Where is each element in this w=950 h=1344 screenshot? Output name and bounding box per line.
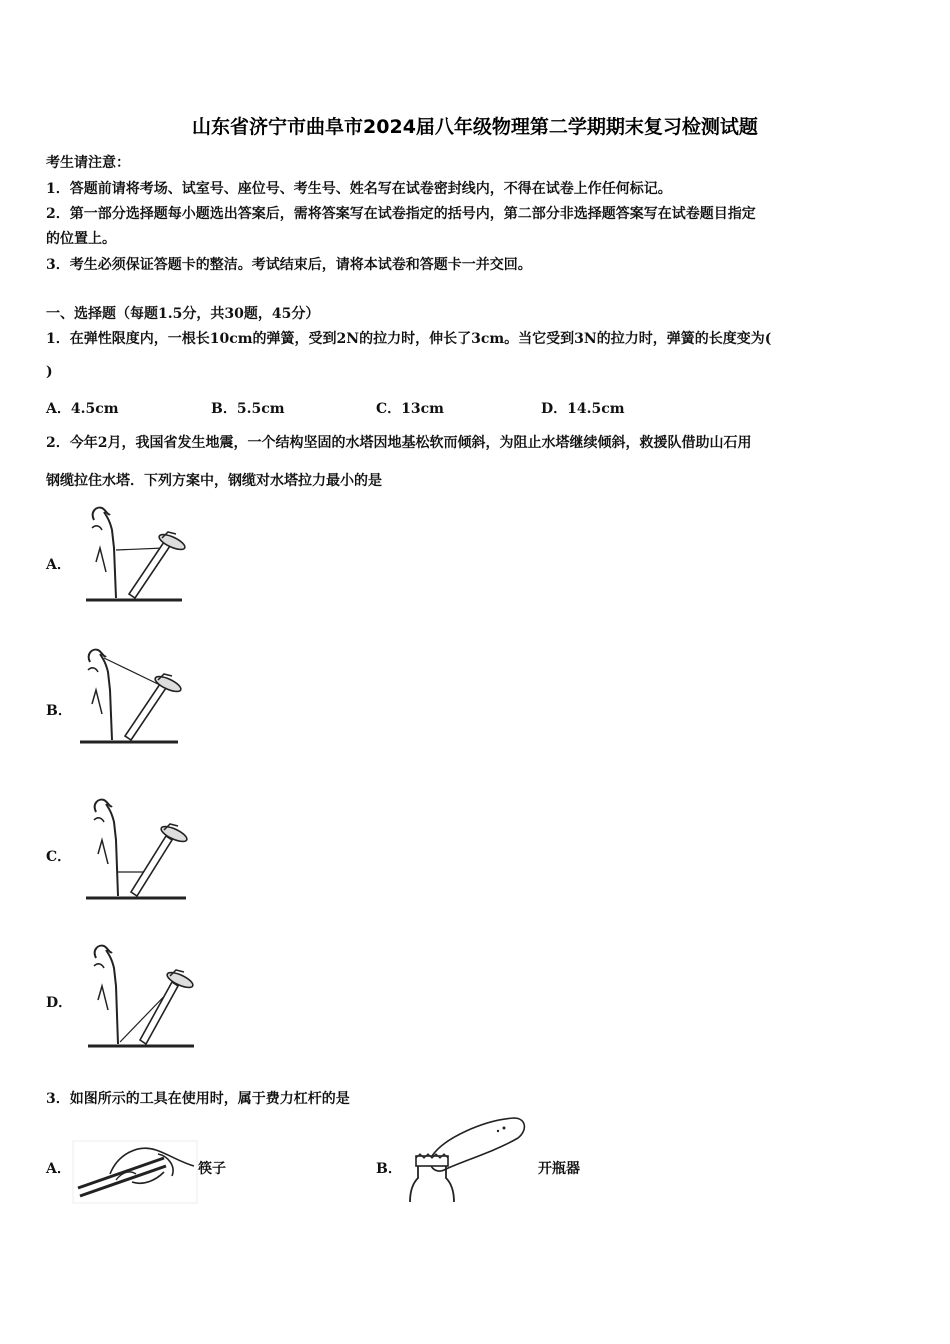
water-tower-figure-c	[82, 794, 192, 904]
q1-option-c[interactable]: C．13cm	[376, 401, 444, 417]
q2-option-b[interactable]: B．	[46, 703, 72, 719]
q2-option-c[interactable]: C．	[46, 849, 72, 865]
notice-item-2: 2．第一部分选择题每小题选出答案后，需将答案写在试卷指定的括号内，第二部分非选择题答案写在试卷题目指定	[46, 206, 756, 222]
q2-option-d[interactable]: D．	[46, 995, 73, 1011]
q1-stem: 1．在弹性限度内，一根长10cm的弹簧，受到2N的拉力时，伸长了3cm。当它受到3N的拉力时，弹簧的长度变为(	[46, 331, 772, 347]
q1-stem-end: )	[46, 364, 53, 380]
q1-option-b[interactable]: B．5.5cm	[211, 401, 285, 417]
bottle-opener-figure	[404, 1116, 530, 1206]
q3-stem: 3．如图所示的工具在使用时，属于费力杠杆的是	[46, 1091, 350, 1107]
notice-item-1: 1．答题前请将考场、试室号、座位号、考生号、姓名写在试卷密封线内，不得在试卷上作任何标记。	[46, 181, 672, 197]
notice-item-2-cont: 的位置上。	[46, 231, 116, 247]
q3-option-b[interactable]: B．	[376, 1161, 402, 1177]
notice-item-3: 3．考生必须保证答题卡的整洁。考试结束后，请将本试卷和答题卡一并交回。	[46, 257, 532, 273]
q3-option-a[interactable]: A．	[46, 1161, 71, 1177]
q3-option-a-label: 筷子	[198, 1161, 226, 1177]
q2-stem-line1: 2．今年2月，我国省发生地震，一个结构坚固的水塔因地基松软而倾斜，为阻止水塔继续倾斜，救援队借助山石用	[46, 435, 752, 451]
q2-stem-line2: 钢缆拉住水塔．下列方案中，钢缆对水塔拉力最小的是	[46, 473, 382, 489]
water-tower-figure-a	[80, 502, 190, 606]
chopsticks-figure	[72, 1140, 198, 1204]
section-heading: 一、选择题（每题1.5分，共30题，45分）	[46, 306, 320, 322]
water-tower-figure-b	[76, 644, 186, 748]
q1-option-a[interactable]: A．4.5cm	[46, 401, 119, 417]
q3-option-b-label: 开瓶器	[538, 1161, 580, 1177]
page-title: 山东省济宁市曲阜市2024届八年级物理第二学期期末复习检测试题	[192, 116, 758, 138]
q1-option-d[interactable]: D．14.5cm	[541, 401, 625, 417]
water-tower-figure-d	[82, 940, 198, 1052]
q2-option-a[interactable]: A．	[46, 557, 71, 573]
notice-heading: 考生请注意：	[46, 155, 130, 171]
